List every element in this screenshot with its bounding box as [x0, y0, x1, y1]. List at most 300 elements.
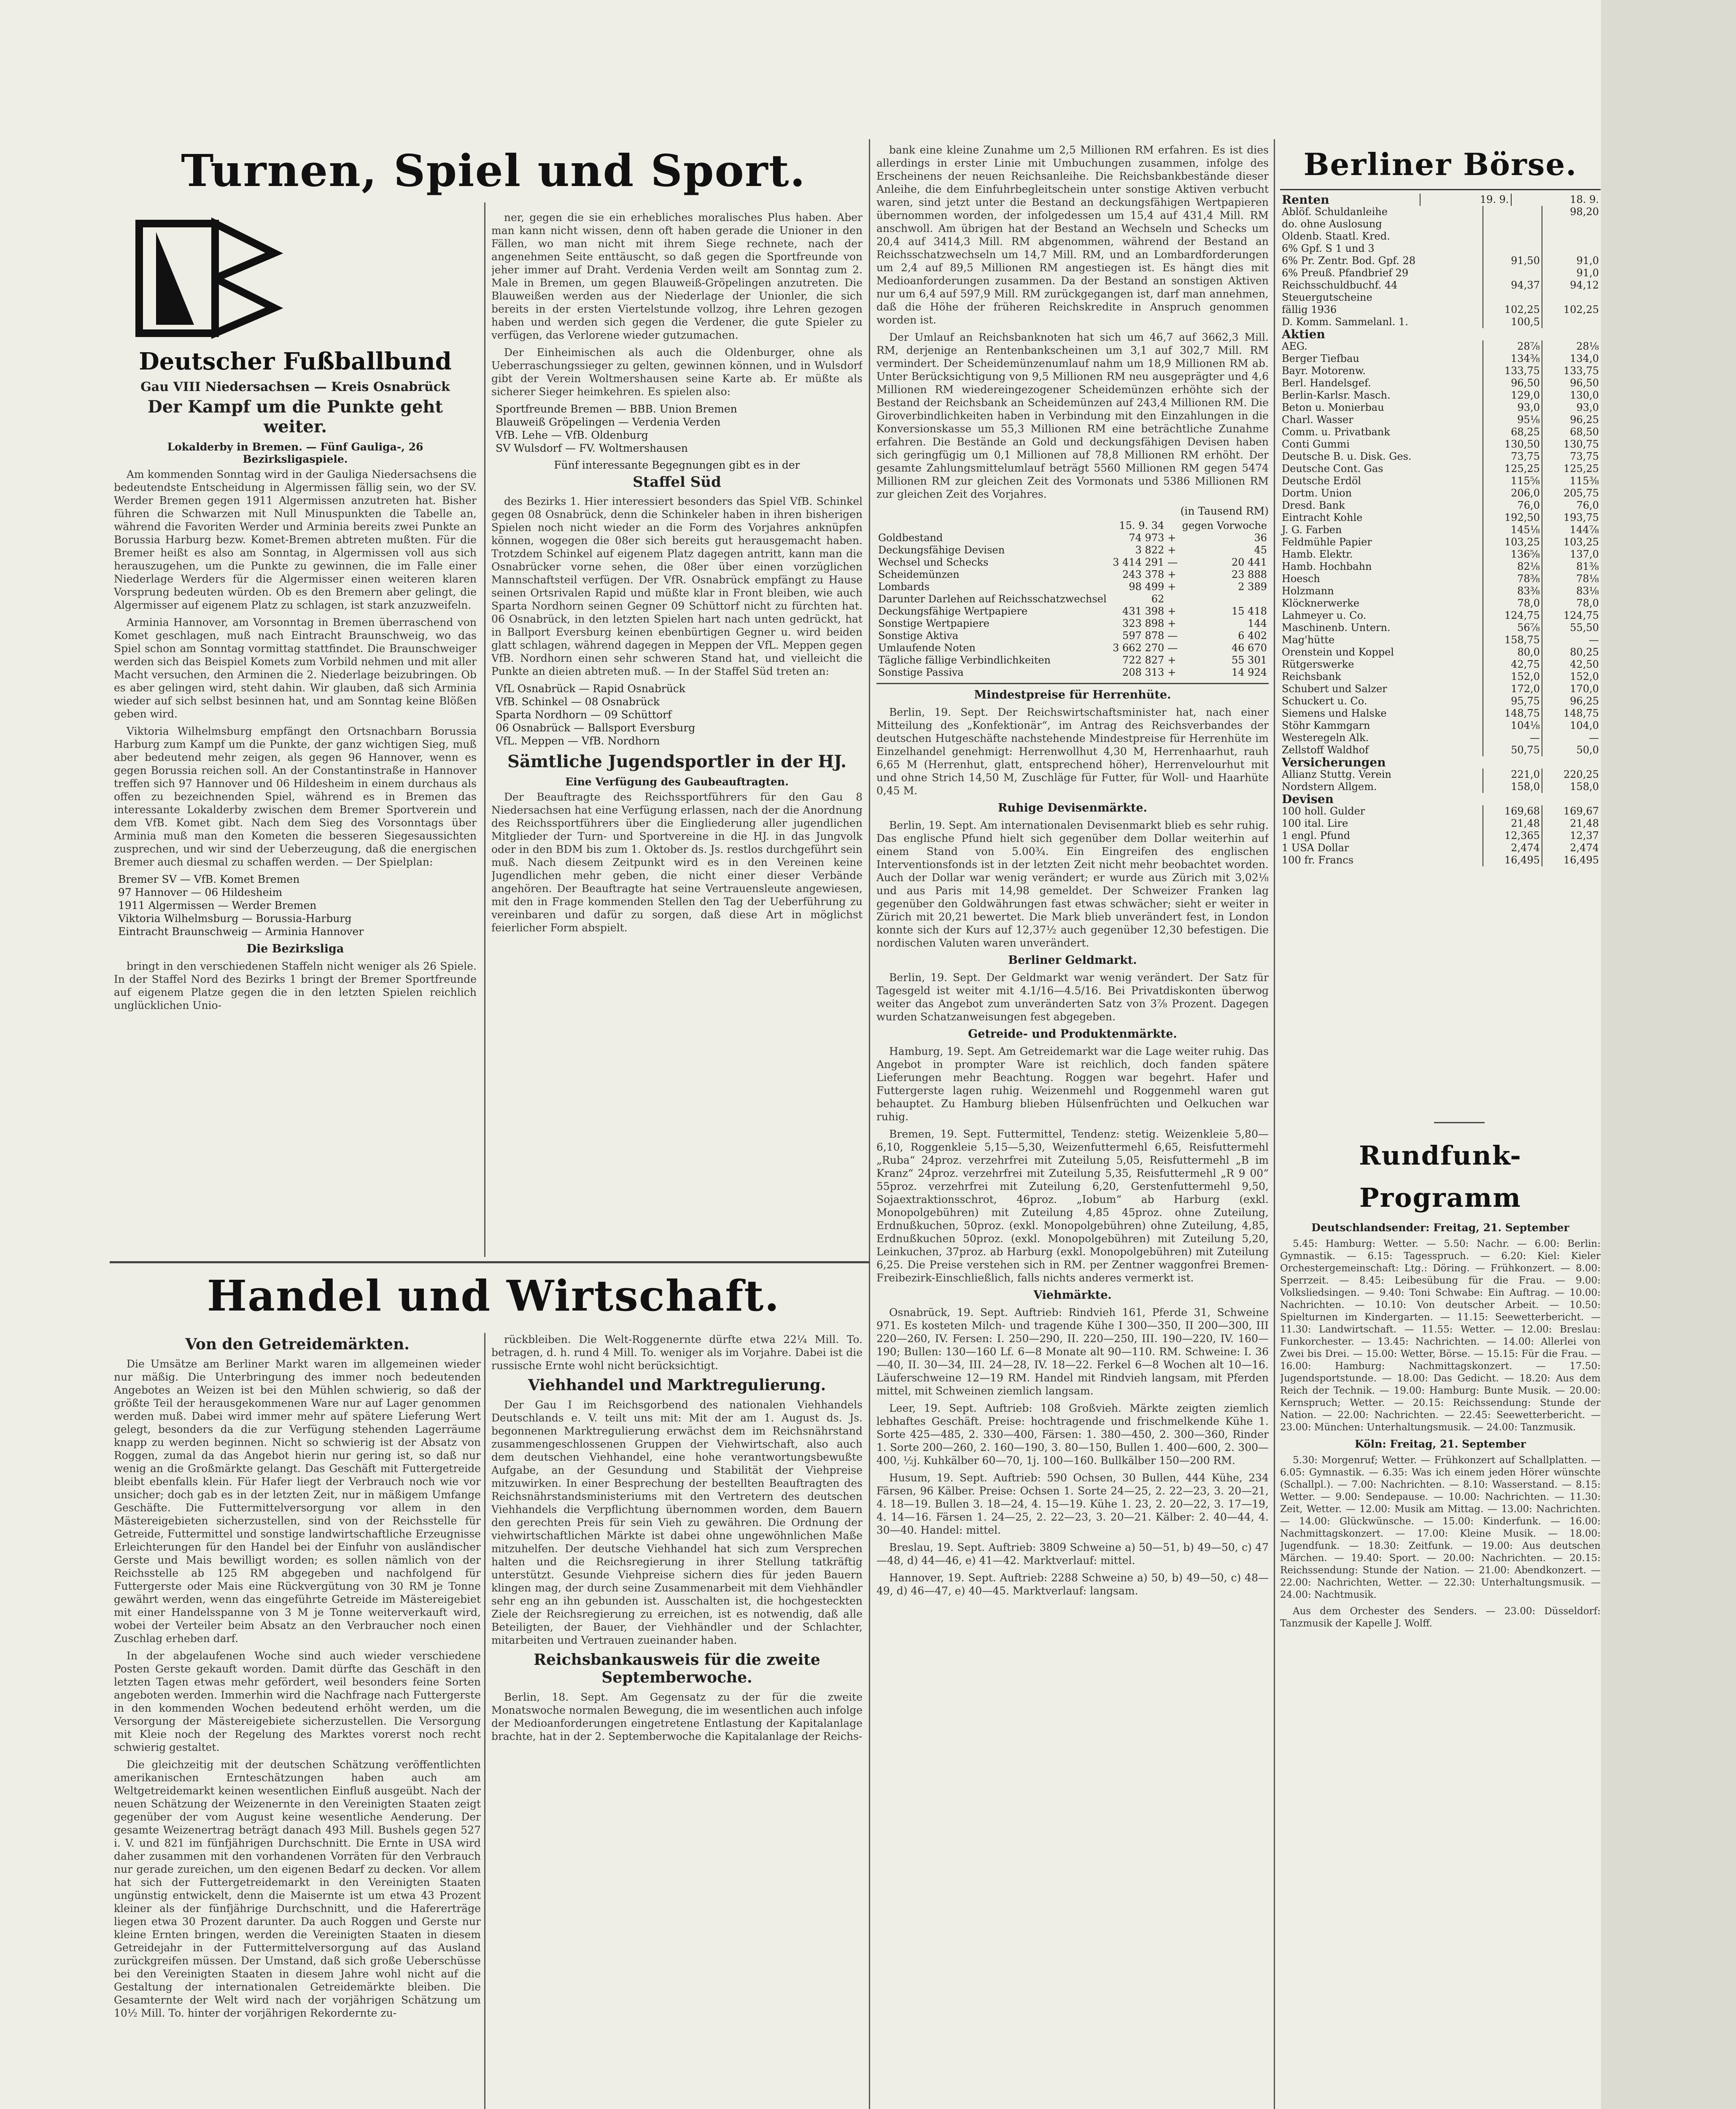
- quote-value: 145⅛: [1483, 524, 1542, 536]
- list-item: 1911 Algermissen — Werder Bremen: [118, 899, 317, 912]
- quote-value: 172,0: [1483, 683, 1542, 695]
- table-row: [1280, 206, 1601, 218]
- quote-value: 96,25: [1542, 414, 1601, 426]
- security-name: 100 holl. Gulder: [1282, 805, 1365, 817]
- quote-value: —: [1542, 634, 1601, 646]
- market-paragraph: Husum, 19. Sept. Auftrieb: 590 Ochsen, 30 Bullen, 444 Kühe, 234 Färsen, 96 Kälber. Preise: Ochsen 1. Sorte 24—25, 2. 22—23, 3. 20—21, 4. 18—19. Bullen 3. 18—24, 4. 15—19. Kühe 1. 23, 2. 20—22, 3. 17—19, 4. 14—16. Färsen 1. 24—25, 2. 22—23, 3. 20—21. Kälber: 2. 40—44, 4. 30—40. Handel: mittel.: [876, 1472, 1269, 1536]
- list-item: Sparta Nordhorn — 09 Schüttorf: [496, 709, 672, 721]
- table-row: [1280, 255, 1601, 267]
- sport-paragraph: Viktoria Wilhelmsburg empfängt den Ortsnachbarn Borussia Harburg zum Kampf um die Punkte, der ganz wichtigen Sieg, muß aber bedeutend mehr zeigen, als gegen 96 Hannover, wenn es gegen Borussia reichen soll. An der Constantinstraße in Hannover treffen sich 97 Hannover und 06 Hildesheim in einem durchaus als offen zu bezeichnenden Spiel, während es in Bremen das interessante Lokalderby zwischen dem Bremer Sportverein und dem VfB. Komet gibt. Nach dem Sieg des Vorsonntags über Arminia muß man den Kometen die besseren Siegesaussichten zusprechen, und wir sind der Ueberzeugung, daß die energischen Bremer auch diesmal zu schaffen werden. — Der Spielplan:: [114, 725, 477, 868]
- quote-value: 129,0: [1483, 389, 1542, 402]
- table-row: [1280, 854, 1601, 866]
- table-row: [1280, 316, 1601, 328]
- jugend-title: Sämtliche Jugendsportler in der HJ.: [507, 752, 846, 771]
- quote-value: 125,25: [1542, 463, 1601, 475]
- column-rule: [484, 1333, 485, 2109]
- hut-title: Mindestpreise für Herrenhüte.: [974, 688, 1171, 701]
- quote-value: 80,25: [1542, 646, 1601, 658]
- bank-table-unit: (in Tausend RM): [1180, 505, 1269, 517]
- security-name: Schuckert u. Co.: [1282, 695, 1367, 707]
- table-row: [1280, 426, 1601, 438]
- quote-value: 16,495: [1542, 854, 1601, 866]
- list-item: VfB. Schinkel — 08 Osnabrück: [496, 696, 660, 708]
- sport-column-2: [491, 211, 863, 1257]
- quote-value: 220,25: [1542, 769, 1601, 781]
- market-paragraph: Berlin, 19. Sept. Der Geldmarkt war wenig verändert. Der Satz für Tagesgeld ist weiter mit 4.1/16—4.5/16. Bei Privatdiskonten überwog weiter das Angebot zum unveränderten Satz von 3⅞ Prozent. Dagegen wurden Schatzanweisungen fest abgegeben.: [876, 971, 1269, 1023]
- table-row: [1280, 683, 1601, 695]
- staffel-sued-title: Staffel Süd: [633, 474, 721, 491]
- table-row: [1280, 414, 1601, 426]
- handel-paragraph: rückbleiben. Die Welt-Roggenernte dürfte etwa 22¼ Mill. To. betragen, d. h. rund 4 Mill. To. weniger als im Vorjahre. Dabei ist die russische Ernte wohl nicht berücksichtigt.: [491, 1333, 863, 1372]
- security-name: Lahmeyer u. Co.: [1282, 610, 1367, 621]
- quote-value: 76,0: [1483, 499, 1542, 512]
- security-name: Hoesch: [1282, 573, 1320, 585]
- quote-value: 193,75: [1542, 512, 1601, 524]
- devisen-table: [1280, 805, 1601, 866]
- security-name: Hamb. Elektr.: [1282, 548, 1353, 560]
- quote-value: 76,0: [1542, 499, 1601, 512]
- dfb-logo-icon: [131, 215, 291, 342]
- security-name: Charl. Wasser: [1282, 414, 1353, 426]
- quote-value: 102,25: [1483, 304, 1542, 316]
- handel-paragraph: Die gleichzeitig mit der deutschen Schätzung veröffentlichten amerikanischen Ernteschätzungen haben auch am Weltgetreidemarkt keinen wesentlichen Einfluß ausgeübt. Nach der neuen Schätzung der Weizenernte in den Vereinigten Staaten zeigt gegenüber der vom August keine wesentliche Aenderung. Der gesamte Weizenertrag beträgt danach 493 Mill. Bushels gegen 527 i. V. und 821 im fünfjährigen Durchschnitt. Die Ernte in USA wird daher zusammen mit den vorhandenen Vorräten für den Verbrauch nur gerade zureichen, um den eigenen Bedarf zu decken. Vor allem hat sich der Futtergetreidemarkt in den Vereinigten Staaten ungünstig entwickelt, denn die Maisernte ist um etwa 43 Prozent kleiner als der fünfjährige Durchschnitt, und die Hafererträge liegen etwa 30 Prozent darunter. Da auch Roggen und Gerste nur kleine Ernten bringen, werden die Vereinigten Staaten in diesem Getreidejahr in der Futtermittelversorgung auf das Ausland zurückgreifen müssen. Der Umstand, daß sich große Ueberschüsse bei den Vereinigten Staaten in diesem Jahre wohl nicht auf die Gestaltung der internationalen Getreidemärkte bleiben. Die Gesamternte der Welt wird nach der vorjährigen Schätzung um 10½ Mill. To. hinter der vorjährigen Rekordernte zu-: [114, 1758, 481, 2019]
- market-paragraph: Bremen, 19. Sept. Futtermittel, Tendenz: stetig. Weizenkleie 5,80—6,10, Roggenkleie 5,15—5,30, Weizenfuttermehl 6,65, Reisfuttermehl „Ruba“ 24proz. verzehrfrei mit Zuteilung 5,05, Reisfuttermehl „B im Kranz“ 24proz. verzehrfrei mit Zuteilung 5,35, Reisfuttermehl „R 9 00“ 55proz. verzehrfrei mit Zuteilung 6,20, Gerstenfuttermehl 9,50, Sojaextraktionsschrot, 46proz. „Iobum“ ab Harburg (exkl. Monopolgebühren) mit Zuteilung 4,85 45proz. ohne Zuteilung, Erdnußkuchen, 50proz. (exkl. Monopolgebühren) ohne Zuteilung, 4,85, Erdnußkuchen 50proz. (exkl. Monopolgebühren) mit Zuteilung 5,20, Leinkuchen, 37proz. ab Harburg (exkl. Monopolgebühren) mit Zuteilung 6,25. Die Preise verstehen sich in RM. per Zentner waggonfrei Bremen-Freibezirk-Einschließlich, falls nichts anderes vermerkt ist.: [876, 1128, 1269, 1284]
- fuenf-spiele-line: Fünf interessante Begegnungen gibt es in der: [554, 459, 800, 471]
- list-item: 06 Osnabrück — Ballsport Eversburg: [496, 722, 695, 734]
- quote-value: [1542, 218, 1601, 230]
- quote-value: 42,75: [1483, 658, 1542, 671]
- table-row: [1280, 475, 1601, 487]
- quote-value: 91,0: [1542, 267, 1601, 279]
- handel-paragraph: Berlin, 18. Sept. Am Gegensatz zu der für die zweite Monatswoche normalen Bewegung, die im wesentlichen auch infolge der Medioanforderungen eingetretene Entlastung der Kapitalanlage brachte, hat in der 2. Septemberwoche die Kapitalanlage der Reichs-: [491, 1691, 863, 1742]
- quote-value: 94,37: [1483, 279, 1542, 291]
- quote-value: 133,75: [1483, 365, 1542, 377]
- table-row: [1280, 695, 1601, 707]
- quote-value: 78⅛: [1542, 573, 1601, 585]
- handel-paragraph: Die Umsätze am Berliner Markt waren im allgemeinen wieder nur mäßig. Die Unterbringung des immer noch bedeutenden Angebotes an Weizen ist bei den Mühlen schwierig, so daß der größte Teil der herausgekommenen Ware nur auf Lager genommen werden muß. Dabei wird immer mehr auf spätere Lieferung Wert gelegt, besonders da die zur Verfügung stehenden Lagerräume knapp zu werden beginnen. Nicht so schwierig ist der Absatz von Roggen, zumal da das Angebot hierin nur gering ist, so daß nur wenig an die Großmärkte gelangt. Das Geschäft mit Futtergetreide bleibt ebenfalls klein. Für Hafer liegt der Verbrauch noch wie vor unsicher; doch gab es in der letzten Zeit, nur in mäßigem Umfange Geschäfte. Die Futtermittelversorgung vor allem in den Mästereigebieten sicherzustellen, sind von der Reichsstelle für Getreide, Futtermittel und sonstige landwirtschaftliche Erzeugnisse Erleichterungen für den Handel bei der Einfuhr von ausländischer Gerste und Mais bewilligt worden; es sollen nämlich von der Reichsstelle ab 125 RM abgegeben und nachfolgend für Futtergerste oder Mais eine Rückvergütung von 30 RM je Tonne gewährt werden, wenn das eingeführte Getreide im Mästereigebiet mit einer Handelsspanne von 3 M je Tonne weiterverkauft wird, wobei der Verteiler beim Absatz an den Verbraucher noch einen Zuschlag erheben darf.: [114, 1358, 481, 1645]
- renten-heading: Renten: [1282, 193, 1329, 207]
- table-row: Wechsel und Schecks 3 414 291 — 20 441: [878, 556, 1267, 568]
- quote-value: [1542, 316, 1601, 328]
- sport-paragraph: Der Einheimischen als auch die Oldenburger, ohne als Ueberraschungssieger zu gelten, gewinnen können, und in Wulsdorf gibt der Verein Woltmershausen seine Karte ab. Er müßte als sicherer Sieger heimkehren. Es spielen also:: [491, 346, 863, 398]
- security-name: fällig 1936: [1282, 304, 1337, 316]
- quote-value: 158,75: [1483, 634, 1542, 646]
- security-name: Klöcknerwerke: [1282, 597, 1360, 609]
- list-item: SV Wulsdorf — FV. Woltmershausen: [496, 442, 688, 454]
- quote-value: 124,75: [1542, 610, 1601, 622]
- jugend-subtitle: Eine Verfügung des Gaubeauftragten.: [565, 776, 789, 788]
- quote-value: 152,0: [1483, 671, 1542, 683]
- quote-value: 55,50: [1542, 622, 1601, 634]
- radio-paragraph: Aus dem Orchester des Senders. — 23.00: Düsseldorf: Tanzmusik der Kapelle J. Wolff.: [1280, 1606, 1601, 1629]
- quote-value: [1483, 218, 1542, 230]
- handel-paragraph: In der abgelaufenen Woche sind auch wieder verschiedene Posten Gerste gekauft worden. Damit dürfte das Geschäft in den letzten Tagen etwas mehr gefördert, weil besonders feine Sorten angeboten werden. Immerhin wird die Nachfrage nach Futtergerste in den kommenden Wochen bedeutend erhöht werden, um die Versorgung der Mästereigebiete sicherzustellen. Die Versorgung mit Kleie noch der Regelung des Marktes vorerst noch recht schwierig gestaltet.: [114, 1650, 481, 1753]
- quote-value: 78⅜: [1483, 573, 1542, 585]
- security-name: Schubert und Salzer: [1282, 683, 1387, 695]
- security-name: Berger Tiefbau: [1282, 353, 1359, 364]
- quote-value: 83⅛: [1542, 585, 1601, 597]
- boerse-table: [1280, 756, 1601, 769]
- list-item: Viktoria Wilhelmsburg — Borussia-Harburg: [118, 912, 352, 925]
- aktien-heading: Aktien: [1282, 327, 1325, 341]
- quote-value: 2,474: [1483, 842, 1542, 854]
- table-row: [1280, 487, 1601, 499]
- getreide-market-title: Getreide- und Produktenmärkte.: [968, 1028, 1177, 1041]
- quote-value: 96,25: [1542, 695, 1601, 707]
- table-row: [1280, 524, 1601, 536]
- list-item: VfL. Meppen — VfB. Nordhorn: [496, 735, 660, 747]
- quote-value: 91,50: [1483, 255, 1542, 267]
- quote-value: 104,0: [1542, 720, 1601, 732]
- quote-value: 82⅛: [1483, 561, 1542, 573]
- koeln-heading: Köln: Freitag, 21. September: [1354, 1438, 1526, 1450]
- quote-value: 93,0: [1483, 402, 1542, 414]
- radio-title: Rundfunk-Programm: [1359, 1140, 1522, 1213]
- list-item: VfL Osnabrück — Rapid Osnabrück: [496, 682, 686, 695]
- quote-value: 102,25: [1542, 304, 1601, 316]
- kampf-subtitle: Lokalderby in Bremen. — Fünf Gauliga-, 26 Bezirksligaspiele.: [167, 441, 423, 465]
- table-row: [1280, 353, 1601, 365]
- reichsbankausweis-title: Reichsbankausweis für die zweite Septemberwoche.: [534, 1651, 820, 1686]
- page-edge-right: [1601, 0, 1736, 2109]
- table-row: [1280, 817, 1601, 830]
- security-name: Oldenb. Staatl. Kred.: [1282, 230, 1390, 242]
- security-name: 6% Preuß. Pfandbrief 29: [1282, 267, 1409, 279]
- section-rule: [110, 1261, 869, 1263]
- handel-column-1: [114, 1333, 481, 2109]
- sport-header: [135, 143, 852, 202]
- bank-paragraph: Der Umlauf an Reichsbanknoten hat sich um 46,7 auf 3662,3 Mill. RM, derjenige an Rentenbankscheinen um 3,1 auf 302,7 Mill. RM vermindert. Der Scheidemünzenumlauf nahm um 18,9 Millionen RM ab. Unter Berücksichtigung von 9,5 Millionen RM neu ausgeprägter und 4,6 Millionen RM wiedereingezogener Scheidemünzen erhöhte sich der Bestand der Reichsbank an Scheidemünzen auf 243,4 Millionen RM. Die Giroverbindlichkeiten haben in Verbindung mit den Einzahlungen in die Konversionskasse um 55,3 Millionen RM eine beträchtliche Zunahme erfahren. Die Bestände an Gold und deckungsfähigen Devisen haben sich geringfügig um 0,1 Millionen auf 78,8 Millionen RM erhöht. Der gesamte Zahlungsmittelumlauf beträgt 5560 Millionen RM gegen 5474 Millionen RM zur gleichen Zeit des Vormonats und 5386 Millionen RM zur gleichen Zeit des Vorjahres.: [876, 331, 1269, 500]
- table-row: [1280, 781, 1601, 793]
- table-row: [1280, 340, 1601, 353]
- devisen-title: Ruhige Devisenmärkte.: [997, 801, 1147, 814]
- security-name: 100 fr. Francs: [1282, 854, 1354, 866]
- table-row: [1280, 536, 1601, 548]
- market-paragraph: Hannover, 19. Sept. Auftrieb: 2288 Schweine a) 50, b) 49—50, c) 48—49, d) 46—47, e) 40—45. Marktverlauf: langsam.: [876, 1572, 1269, 1597]
- table-row: Tägliche fällige Verbindlichkeiten 722 827 + 55 301: [878, 654, 1267, 666]
- list-item: Sportfreunde Bremen — BBB. Union Bremen: [496, 403, 737, 415]
- quote-value: 170,0: [1542, 683, 1601, 695]
- markets-column: [876, 143, 1269, 2109]
- boerse-title: Berliner Börse.: [1303, 146, 1577, 182]
- table-header-date: 15. 9. 34: [1119, 520, 1165, 531]
- market-paragraph: Osnabrück, 19. Sept. Auftrieb: Rindvieh 161, Pferde 31, Schweine 971. Es kosteten Milch- und tragende Kühe I 300—350, II 200—300, III 220—260, IV. Fersen: I. 250—290, II. 220—250, III. 190—220, IV. 160—190; Bullen: 130—160 Lf. 6—8 Monate alt 90—110. RM. Schweine: I. 36—40, II. 30—34, III. 24—28, IV. 18—22. Ferkel 6—8 Wochen alt 10—16. Läuferschweine 12—19 RM. Handel mit Rindvieh langsam, mit Pferden mittel, mit Schweinen ziemlich langsam.: [876, 1306, 1269, 1397]
- vers-heading: Versicherungen: [1282, 755, 1386, 769]
- renten-table: [1280, 206, 1601, 328]
- table-row: [1280, 230, 1601, 243]
- security-name: Beton u. Monierbau: [1282, 402, 1384, 413]
- security-name: Reichsschuldbuchf. 44: [1282, 279, 1398, 291]
- security-name: Allianz Stuttg. Verein: [1282, 769, 1391, 780]
- quote-value: 56⅞: [1483, 622, 1542, 634]
- security-name: Rütgerswerke: [1282, 658, 1354, 670]
- security-name: Deutsche B. u. Disk. Ges.: [1282, 450, 1412, 462]
- table-row: Darunter Darlehen auf Reichsschatzwechsel 62: [878, 593, 1165, 605]
- table-row: [1280, 732, 1601, 744]
- table-row: Sonstige Wertpapiere 323 898 + 144: [878, 618, 1267, 629]
- spiele-list: [496, 402, 863, 455]
- reichsbank-table: [876, 520, 1269, 679]
- quote-value: 134⅜: [1483, 353, 1542, 365]
- sport-paragraph: Am kommenden Sonntag wird in der Gauliga Niedersachsens die bedeutendste Entscheidung in Algermissen fällig sein, wo der SV. Werder Bremen gegen 1911 Algermissen anzutreten hat. Bisher führen die Schwarzen mit Null Minuspunkten die Tabelle an, während die Favoriten Werder und Arminia bereits zwei Punkte an Borussia Harburg bezw. Komet-Bremen abtreten mußten. Für die Bremer heißt es also am Sonntag, in Algermissen voll aus sich herauszugehen, um die Punkte zu gewinnen, die im Falle einer Niederlage Werders für die Algermisser einen weiteren klaren Vorsprung bedeuten würden. Ob es den Bremern aber gelingt, die Algermisser auf eigenem Platz zu schlagen, ist stark anzuzweifeln.: [114, 468, 477, 611]
- table-row: [1280, 573, 1601, 585]
- quote-value: 81⅜: [1542, 561, 1601, 573]
- security-name: do. ohne Auslosung: [1282, 218, 1382, 230]
- quote-value: [1483, 291, 1542, 304]
- security-name: Dresd. Bank: [1282, 499, 1345, 511]
- security-name: Holzmann: [1282, 585, 1334, 597]
- table-row: [1280, 243, 1601, 255]
- quote-value: 134,0: [1542, 353, 1601, 365]
- vers-table: [1280, 769, 1601, 793]
- table-row: [1280, 512, 1601, 524]
- quote-value: 130,0: [1542, 389, 1601, 402]
- security-name: Reichsbank: [1282, 671, 1341, 682]
- list-item: Blauweiß Gröpelingen — Verdenia Verden: [496, 416, 721, 428]
- quote-value: 125,25: [1483, 463, 1542, 475]
- security-name: Deutsche Erdöl: [1282, 475, 1361, 487]
- quote-value: [1483, 267, 1542, 279]
- table-row: [1280, 646, 1601, 658]
- table-row: [1280, 438, 1601, 450]
- boerse-column: [1280, 143, 1601, 1097]
- boerse-table: [1280, 328, 1601, 340]
- security-name: Ablöf. Schuldanleihe: [1282, 206, 1388, 218]
- quote-value: 152,0: [1542, 671, 1601, 683]
- gau-line: Gau VIII Niedersachsen — Kreis Osnabrück: [140, 380, 450, 394]
- quote-value: 28⅞: [1483, 340, 1542, 353]
- market-paragraph: Breslau, 19. Sept. Auftrieb: 3809 Schweine a) 50—51, b) 49—50, c) 47—48, d) 44—46, e) 41—42. Marktverlauf: mittel.: [876, 1541, 1269, 1567]
- security-name: Siemens und Halske: [1282, 707, 1387, 719]
- quote-value: [1542, 243, 1601, 255]
- list-item: VfB. Lehe — VfB. Oldenburg: [496, 429, 648, 441]
- quote-value: 68,50: [1542, 426, 1601, 438]
- table-row: [1280, 304, 1601, 316]
- security-name: Hamb. Hochbahn: [1282, 561, 1372, 572]
- deutschlandsender-heading: Deutschlandsender: Freitag, 21. September: [1311, 1222, 1569, 1234]
- quote-value: 130,75: [1542, 438, 1601, 450]
- quote-value: 16,495: [1483, 854, 1542, 866]
- quote-value: 73,75: [1483, 450, 1542, 463]
- quote-value: 80,0: [1483, 646, 1542, 658]
- vieh-market-title: Viehmärkte.: [1033, 1289, 1112, 1302]
- security-name: Stöhr Kammgarn: [1282, 720, 1370, 731]
- quote-value: 91,0: [1542, 255, 1601, 267]
- quote-value: 103,25: [1483, 536, 1542, 548]
- sport-title: Turnen, Spiel und Sport.: [181, 145, 806, 197]
- table-row: [1280, 291, 1601, 304]
- market-paragraph: Berlin, 19. Sept. Der Reichswirtschaftsminister hat, nach einer Mitteilung des „Konfektionär“, im Antrag des Reichsverbandes der deutschen Hutgeschäfte nachstehende Mindestpreise für Herrenhüte im Einzelhandel genehmigt: Herrenwollhut 4,30 M, Herrenhaarhut, rauh 6,65 M (Herrenhut, glatt, entsprechend höher), Herrenvelourhut mit und ohne Strich 14,50 M, Zuschläge für Futter, für Woll- und Haarhüte 0,45 M.: [876, 706, 1269, 797]
- table-row: [1280, 744, 1601, 756]
- table-row: Scheidemünzen 243 378 + 23 888: [878, 569, 1267, 580]
- radio-paragraph: 5.30: Morgenruf; Wetter. — Frühkonzert auf Schallplatten. — 6.05: Gymnastik. — 6.35: Was ich einem jeden Hörer wünschte (Schallpl.). — 7.00: Nachrichten. — 8.10: Wasserstand. — 8.15: Wetter. — 9.00: Sendepause. — 10.00: Nachrichten. — 11.30: Zeit, Wetter. — 12.00: Musik am Mittag. — 13.00: Nachrichten. — 14.00: Glückwünsche. — 15.00: Kinderfunk. — 16.00: Nachmittagskonzert. — 17.00: Kleine Musik. — 18.00: Jugendfunk. — 18.30: Zeitfunk. — 19.00: Aus deutschen Märchen. — 19.40: Sport. — 20.00: Nachrichten. — 20.15: Reichssendung: Stunde der Nation. — 21.00: Abendkonzert. — 22.00: Nachrichten, Wetter. — 22.30: Unterhaltungsmusik. — 24.00: Nachtmusik.: [1280, 1455, 1601, 1600]
- quote-value: —: [1542, 732, 1601, 744]
- quote-value: 169,67: [1542, 805, 1601, 817]
- quote-value: 93,0: [1542, 402, 1601, 414]
- list-item: Eintracht Braunschweig — Arminia Hannover: [118, 925, 364, 938]
- quote-value: 95,75: [1483, 695, 1542, 707]
- quote-value: 148,75: [1483, 707, 1542, 720]
- column-rule: [484, 202, 485, 1257]
- table-row: [1280, 377, 1601, 389]
- security-name: Zellstoff Waldhof: [1282, 744, 1369, 756]
- table-row: [1280, 450, 1601, 463]
- handel-column-2: [491, 1333, 863, 2109]
- handel-header: [127, 1270, 860, 1324]
- quote-value: 115⅝: [1483, 475, 1542, 487]
- quote-value: 192,50: [1483, 512, 1542, 524]
- section-rule: [1434, 1122, 1485, 1123]
- security-name: J. G. Farben: [1282, 524, 1342, 536]
- security-name: Nordstern Allgem.: [1282, 781, 1377, 793]
- quote-value: 205,75: [1542, 487, 1601, 499]
- quote-value: [1542, 230, 1601, 243]
- quote-value: 115⅜: [1542, 475, 1601, 487]
- table-row: [1280, 463, 1601, 475]
- table-header-delta: gegen Vorwoche: [1182, 520, 1267, 531]
- security-name: Eintracht Kohle: [1282, 512, 1363, 523]
- quote-value: [1483, 243, 1542, 255]
- sport-paragraph: bringt in den verschiedenen Staffeln nicht weniger als 26 Spiele. In der Staffel Nord des Bezirks 1 bringt der Bremer Sportfreunde auf eigenem Platze gegen die in den letzten Spielen reichlich unglücklichen Unio-: [114, 960, 477, 1011]
- quote-value: 83⅜: [1483, 585, 1542, 597]
- bezirksliga-title: Die Bezirksliga: [246, 942, 344, 955]
- column-rule: [1274, 139, 1275, 2109]
- divider: [876, 683, 1269, 684]
- table-row: Goldbestand 74 973 + 36: [878, 532, 1267, 544]
- security-name: 100 ital. Lire: [1282, 817, 1348, 829]
- quote-value: 78,0: [1483, 597, 1542, 610]
- quote-value: 137,0: [1542, 548, 1601, 561]
- quote-value: [1483, 206, 1542, 218]
- security-name: Dortm. Union: [1282, 487, 1352, 499]
- quote-value: 12,37: [1542, 830, 1601, 842]
- security-name: Mag'hütte: [1282, 634, 1335, 646]
- geld-title: Berliner Geldmarkt.: [1008, 954, 1137, 967]
- security-name: 1 USA Dollar: [1282, 842, 1349, 854]
- quote-value: 221,0: [1483, 769, 1542, 781]
- security-name: 6% Gpf. S 1 und 3: [1282, 243, 1375, 254]
- security-name: 1 engl. Pfund: [1282, 830, 1351, 841]
- quote-value: 96,50: [1542, 377, 1601, 389]
- quote-value: 169,68: [1483, 805, 1542, 817]
- quote-value: 104⅛: [1483, 720, 1542, 732]
- quote-value: 148,75: [1542, 707, 1601, 720]
- table-row: [1280, 830, 1601, 842]
- table-row: [1280, 548, 1601, 561]
- table-row: [1280, 499, 1601, 512]
- security-name: AEG.: [1282, 340, 1307, 352]
- security-name: 6% Pr. Zentr. Bod. Gpf. 28: [1282, 255, 1416, 267]
- bank-paragraph: bank eine kleine Zunahme um 2,5 Millionen RM erfahren. Es ist dies allerdings in erster Linie mit Umbuchungen zusammen, infolge des Erscheinens der neuen Reichsanleihe. Die Reichsbankbestände dieser Anleihe, die dem Einfuhrbegleitschein unter sonstige Aktiven verbucht waren, sind jetzt unter die Bestand an deckungsfähigen Wertpapieren übernommen worden, der infolgedessen um 15,4 auf 431,4 Mill. RM anschwoll. Am übrigen hat der Bestand an Wechseln und Schecks um 20,4 auf 3414,3 Mill. RM abgenommen, während der Bestand an Reichsschatzwechseln um 14,7 Mill. RM, und an Lombardforderungen um 2,4 auf 89,5 Millionen RM angestiegen ist. Es hängt dies mit Medioanforderungen zusammen. Da der Bestand an sonstigen Aktiven nur um 6,4 auf 597,9 Mill. RM zurückgegangen ist, darf man annehmen, daß die Höhe der früheren Reichskredite in Anspruch genommen worden ist.: [876, 144, 1269, 326]
- security-name: Maschinenb. Untern.: [1282, 622, 1391, 634]
- quote-value: 42,50: [1542, 658, 1601, 671]
- getreide-title: Von den Getreidemärkten.: [185, 1335, 410, 1353]
- security-name: D. Komm. Sammelanl. 1.: [1282, 316, 1408, 328]
- quote-value: 50,0: [1542, 744, 1601, 756]
- radio-paragraph: 5.45: Hamburg: Wetter. — 5.50: Nachr. — 6.00: Berlin: Gymnastik. — 6.15: Tagesspruch. — 6.20: Kiel: Kieler Orchestergemeinschaft: Ltg.: Döring. — Frühkonzert. — 8.00: Sperrzeit. — 8.45: Leibesübung für die Frau. — 9.00: Volksliedsingen. — 9.40: Toni Schwabe: Ein Auftrag. — 10.00: Nachrichten. — 10.10: Von deutscher Arbeit. — 10.50: Spielturnen im Kindergarten. — 11.15: Seewetterbericht. — 11.30: Landwirtschaft. — 11.55: Wetter. — 12.00: Breslau: Funkorchester. — 13.45: Nachrichten. — 14.00: Allerlei von Zwei bis Drei. — 15.00: Wetter, Börse. — 15.15: Für die Frau. — 16.00: Hamburg: Nachmittagskonzert. — 17.50: Jugendsportstunde. — 18.00: Das Gedicht. — 18.20: Aus dem Reich der Technik. — 19.00: Hamburg: Bunte Musik. — 20.00: Kernspruch; Wetter. — 20.15: Reichssendung: Stunde der Nation. — 22.00: Nachrichten. — 22.45: Seewetterbericht. — 23.00: München: Unterhaltungsmusik. — 24.00: Tanzmusik.: [1280, 1238, 1601, 1433]
- quote-value: 103,25: [1542, 536, 1601, 548]
- table-row: [1280, 805, 1601, 817]
- security-name: Conti Gummi: [1282, 438, 1350, 450]
- table-row: Umlaufende Noten 3 662 270 — 46 670: [878, 642, 1267, 654]
- spielplan-list: [118, 873, 477, 938]
- table-row: [1280, 720, 1601, 732]
- table-row: [1280, 658, 1601, 671]
- col-header-a: 19. 9.: [1420, 194, 1511, 206]
- col-header-b: 18. 9.: [1511, 194, 1601, 206]
- radio-column: [1280, 1135, 1601, 2109]
- quote-value: 12,365: [1483, 830, 1542, 842]
- security-name: Steuergutscheine: [1282, 291, 1372, 303]
- table-row: [1280, 389, 1601, 402]
- quote-value: 28⅛: [1542, 340, 1601, 353]
- table-row: [1280, 671, 1601, 683]
- quote-value: —: [1483, 732, 1542, 744]
- table-row: [1280, 769, 1601, 781]
- handel-title: Handel und Wirtschaft.: [207, 1271, 780, 1321]
- quote-value: 96,50: [1483, 377, 1542, 389]
- quote-value: 144⅞: [1542, 524, 1601, 536]
- quote-value: 95⅛: [1483, 414, 1542, 426]
- list-item: Bremer SV — VfB. Komet Bremen: [118, 873, 300, 885]
- security-name: Orenstein und Koppel: [1282, 646, 1394, 658]
- table-row: Lombards 98 499 + 2 389: [878, 581, 1267, 593]
- quote-value: 98,20: [1542, 206, 1601, 218]
- quote-value: 73,75: [1542, 450, 1601, 463]
- quote-value: 136⅝: [1483, 548, 1542, 561]
- divider: [1280, 189, 1601, 190]
- list-item: 97 Hannover — 06 Hildesheim: [118, 886, 283, 898]
- market-paragraph: Hamburg, 19. Sept. Am Getreidemarkt war die Lage weiter ruhig. Das Angebot in prompter Ware ist reichlich, doch fanden spätere Lieferungen mehr Beachtung. Roggen war begehrt. Hafer und Futtergerste lagen ruhig. Weizenmehl und Roggenmehl waren gut behauptet. Zu Hamburg blieben Hülsenfrüchten und Oelkuchen war ruhig.: [876, 1045, 1269, 1123]
- table-row: [1280, 365, 1601, 377]
- quote-value: 130,50: [1483, 438, 1542, 450]
- handel-paragraph: Der Gau I im Reichsgorbend des nationalen Viehhandels Deutschlands e. V. teilt uns mit: Mit der am 1. August ds. Js. begonnenen Marktregulierung erwächst dem im Reichsnährstand zusammengeschlossenen Gruppen der Viehwirtschaft, also auch dem deutschen Viehhandel, eine hohe verantwortungsbewußte Aufgabe, an der Gesundung und Stabilität der Viehpreise mitzuwirken. In einer Besprechung der bestellten Beauftragten des Reichsnährstandsministeriums mit den Vertretern des deutschen Viehhandels die Verpflichtung übernommen worden, dem Bauern den gerechten Preis für sein Vieh zu gewähren. Die Ordnung der viehwirtschaftlichen Märkte ist dabei ohne ungewöhnlichen Maße mitzuhelfen. Der deutsche Viehhandel hat sich zum Versprechen halten und die Reichsregierung in ihrer Stellung tatkräftig unterstützt. Gesunde Viehpreise sichern dies für jeden Bauern klingen mag, der durch seine Zusammenarbeit mit dem Viehhändler sehr eng an ihn gebunden ist. Ausschalten ist, die hochgesteckten Ziele der Reichsregierung zu erreichen, ist es notwendig, daß alle Beteiligten, der Bauer, der Viehhändler und der Schlachter, mitarbeiten und Vertrauen zueinander haben.: [491, 1399, 863, 1646]
- quote-value: 50,75: [1483, 744, 1542, 756]
- security-name: Bayr. Motorenw.: [1282, 365, 1366, 377]
- table-row: [1280, 267, 1601, 279]
- market-paragraph: Berlin, 19. Sept. Am internationalen Devisenmarkt blieb es sehr ruhig. Das englische Pfund hielt sich gegenüber dem Dollar weiterhin auf einem Stand von 5.00¾. Ein Eingreifen des englischen Interventionsfonds ist in der letzten Zeit nicht mehr beobachtet worden. Auch der Dollar war wenig verändert; er wurde aus Zürich mit 3,02⅛ und aus Paris mit 14,98 gemeldet. Der Schweizer Franken lag gegenüber den Goldwährungen fast etwas schwächer; sieht er weiter in Zürich mit 20,21 bewertet. Die Mark blieb unverändert fest, in London konnte sich der Kurs auf 12,37½ auch gegenüber 12,30 befestigen. Die nordischen Valuten waren unverändert.: [876, 819, 1269, 949]
- table-row: Deckungsfähige Devisen 3 822 + 45: [878, 544, 1267, 556]
- column-rule: [869, 139, 870, 2109]
- sport-paragraph: ner, gegen die sie ein erhebliches moralisches Plus haben. Aber man kann nicht wissen, denn oft haben gerade die Unioner in den Fällen, wo man nicht mit ihrem Siege rechnete, nach der angenehmen Seite enttäuscht, so daß gegen die Sportfreunde von jeher immer auf Draht. Verdenia Verden weilt am Sonntag zum 2. Male in Bremen, um gegen Blauweiß-Gröpelingen anzutreten. Die Blauweißen werden aus der Niederlage der Unionler, die sich bereits in der ersten Viertelstunde vollzog, ihre Lehren gezogen haben und werden sich gegen die Verdener, die gute Spieler zu verfügen, das Verlorene wieder gutzumachen.: [491, 211, 863, 341]
- sport-paragraph: Arminia Hannover, am Vorsonntag in Bremen überraschend von Komet geschlagen, muß nach Eintracht Braunschweig, wo das Spiel schon am Sonntag vormittag stattfindet. Die Braunschweiger werden sich das Beispiel Komets zum Vorbild nehmen und mit aller Macht versuchen, den Arminen die 2. Niederlage beizubringen. Ob es aber gelingen wird, steht dahin. Wir glauben, daß sich Arminia wieder auf sich selbst besinnen hat, und am Sonntag keine Blößen geben wird.: [114, 616, 477, 720]
- security-name: Comm. u. Privatbank: [1282, 426, 1390, 438]
- table-row: [1280, 610, 1601, 622]
- boerse-table: [1280, 194, 1601, 206]
- quote-value: 68,25: [1483, 426, 1542, 438]
- table-row: [1280, 218, 1601, 230]
- table-row: [1280, 622, 1601, 634]
- quote-value: 78,0: [1542, 597, 1601, 610]
- quote-value: 206,0: [1483, 487, 1542, 499]
- table-row: Sonstige Aktiva 597 878 — 6 402: [878, 630, 1267, 642]
- quote-value: 158,0: [1483, 781, 1542, 793]
- quote-value: 100,5: [1483, 316, 1542, 328]
- security-name: Westeregeln Alk.: [1282, 732, 1369, 744]
- table-row: [1280, 585, 1601, 597]
- security-name: Feldmühle Papier: [1282, 536, 1372, 548]
- table-row: Sonstige Passiva 208 313 + 14 924: [878, 666, 1267, 678]
- quote-value: 124,75: [1483, 610, 1542, 622]
- sport-column-1: [114, 211, 477, 1257]
- boerse-table: [1280, 793, 1601, 805]
- aktien-table: [1280, 340, 1601, 756]
- quote-value: 133,75: [1542, 365, 1601, 377]
- quote-value: 158,0: [1542, 781, 1601, 793]
- quote-value: 2,474: [1542, 842, 1601, 854]
- table-row: [1280, 279, 1601, 291]
- quote-value: [1542, 291, 1601, 304]
